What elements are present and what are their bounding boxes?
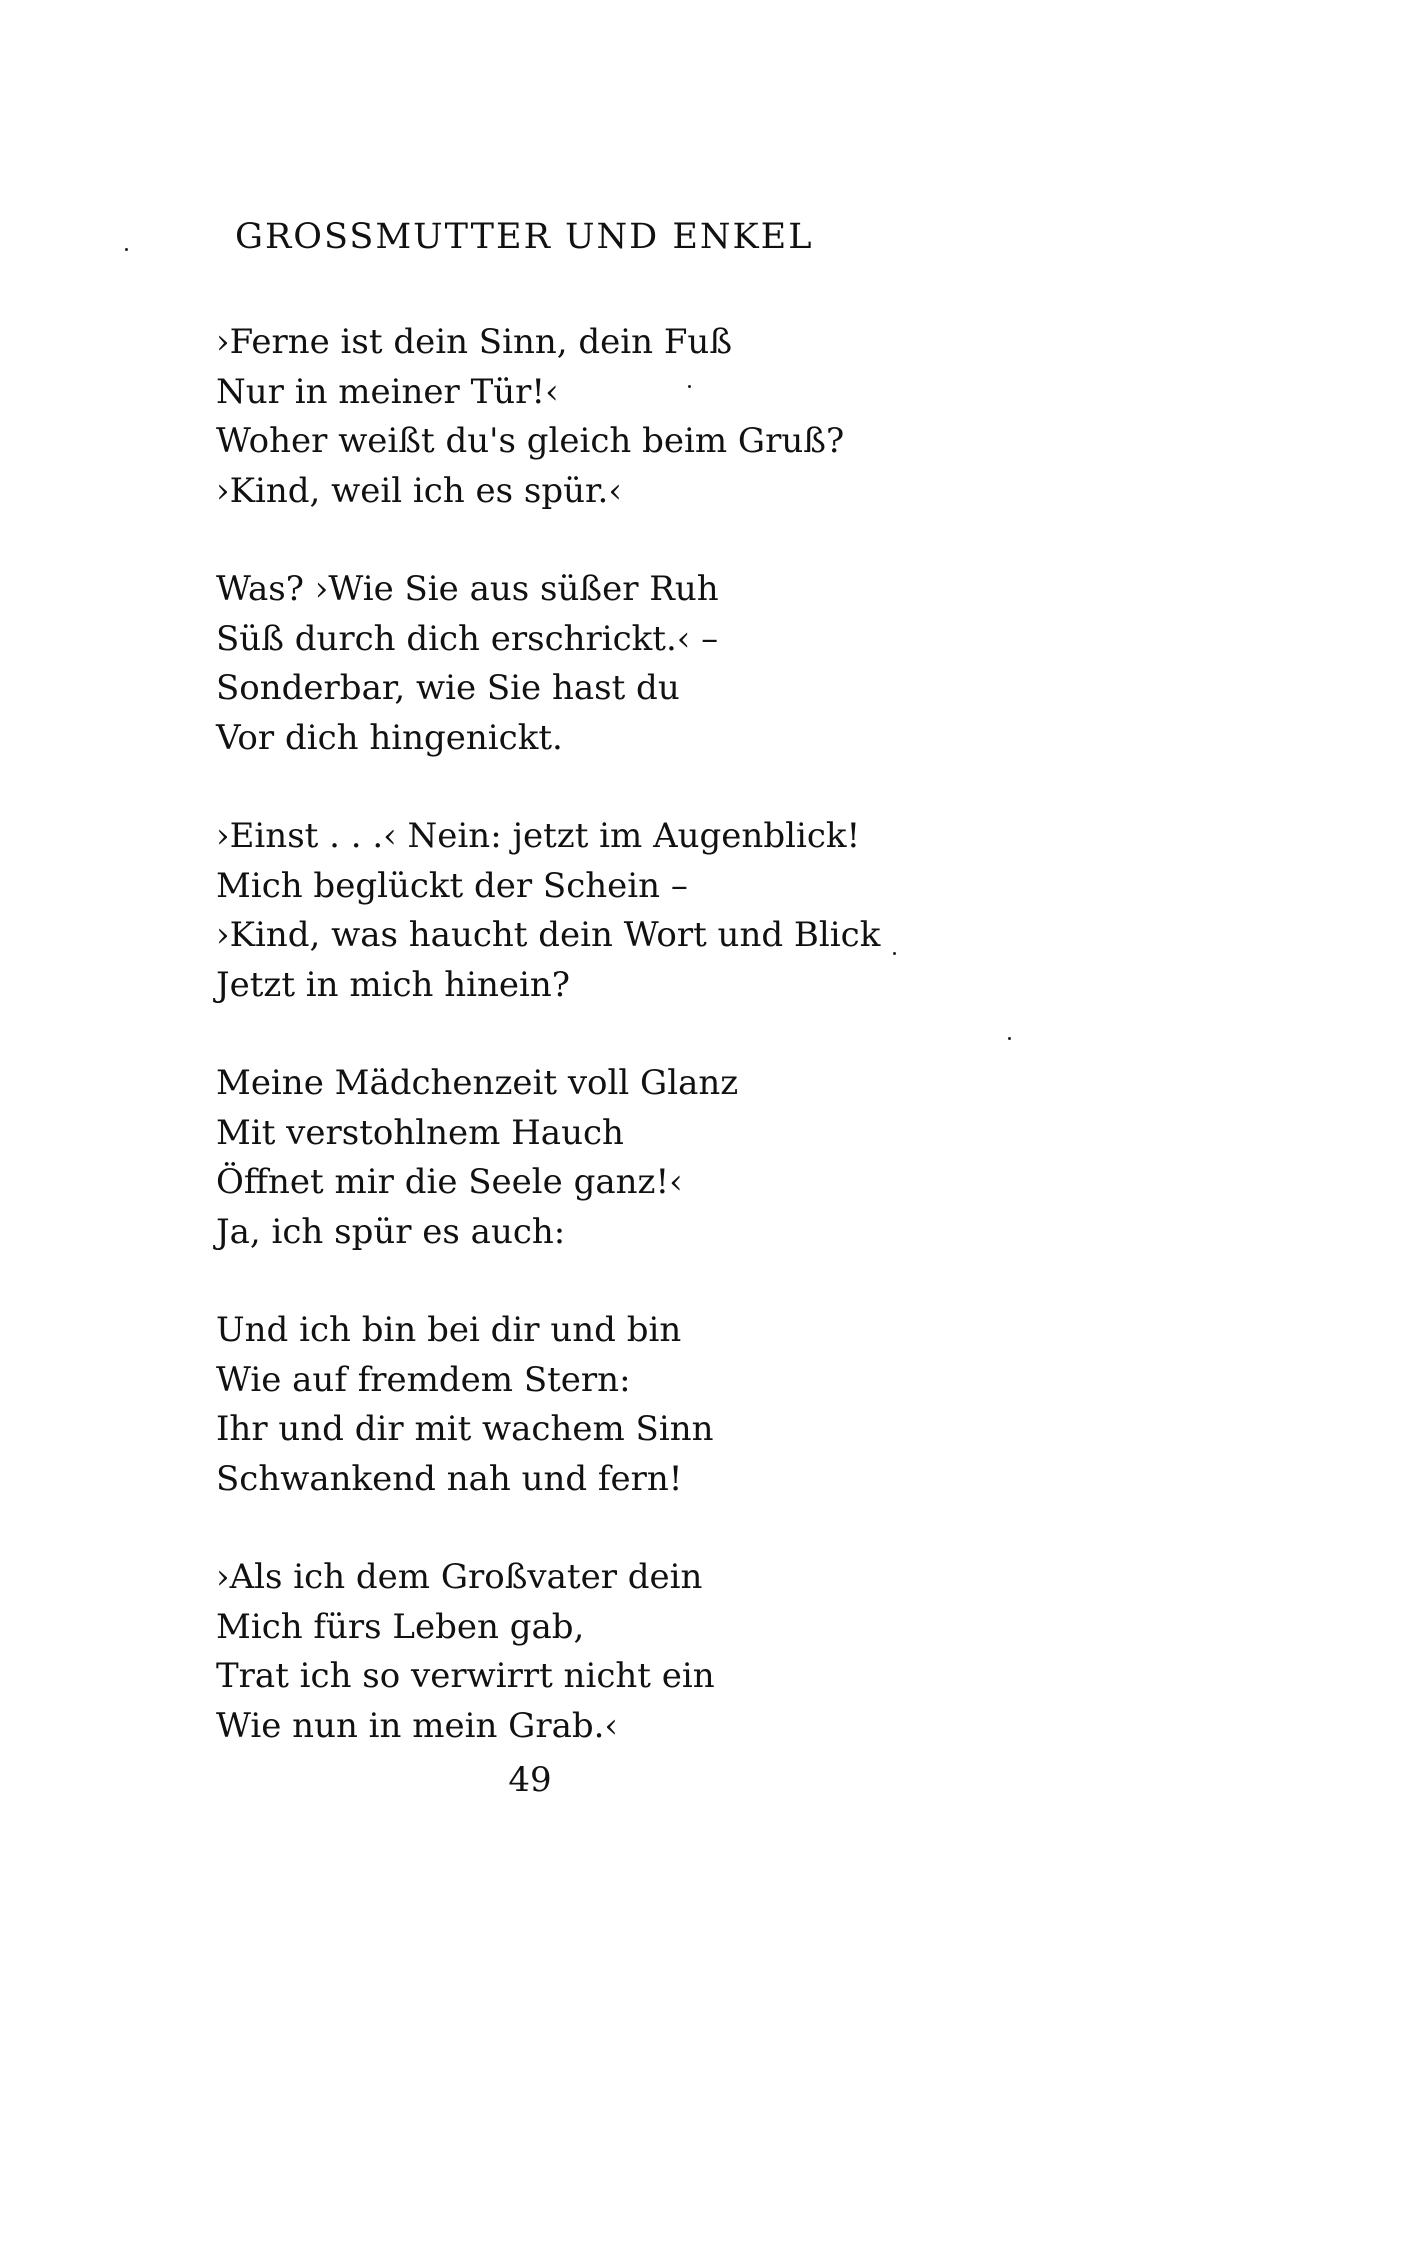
poem-line: Jetzt in mich hinein? <box>216 964 571 1005</box>
page-number: 49 <box>508 1760 552 1800</box>
stanza <box>216 1306 1216 1504</box>
poem-line: Ja, ich spür es auch: <box>216 1211 566 1252</box>
poem-line: Vor dich hingenickt. <box>216 717 563 758</box>
stanza <box>216 565 1216 763</box>
poem-line: ›Ferne ist dein Sinn, dein Fuß <box>216 322 733 362</box>
poem-line: Woher weißt du's gleich beim Gruß? <box>216 421 845 461</box>
poem-line: Mich fürs Leben gab, <box>216 1606 585 1647</box>
stanza <box>216 1553 1216 1751</box>
print-speck <box>125 248 128 251</box>
poem-line: Wie auf fremdem Stern: <box>216 1359 631 1400</box>
poem-title: GROSSMUTTER UND ENKEL <box>235 217 814 257</box>
poem-line: Wie nun in mein Grab.‹ <box>216 1705 619 1746</box>
poem-line: Nur in meiner Tür!‹ <box>216 371 559 412</box>
poem-line: Öffnet mir die Seele ganz!‹ <box>216 1162 683 1202</box>
poem-line: ›Kind, was haucht dein Wort und Blick <box>216 915 881 955</box>
poem-line: Was? ›Wie Sie aus süßer Ruh <box>216 569 719 609</box>
poem-line: Mich beglückt der Schein – <box>216 865 688 906</box>
poem-line: Süß durch dich erschrickt.‹ – <box>216 618 719 659</box>
poem-body <box>216 318 1216 1800</box>
poem-line: ›Als ich dem Großvater dein <box>216 1557 703 1597</box>
stanza <box>216 318 1216 516</box>
poem-line: Meine Mädchenzeit voll Glanz <box>216 1063 739 1103</box>
stanza <box>216 1059 1216 1257</box>
stanza <box>216 812 1216 1010</box>
poem-line: ›Kind, weil ich es spür.‹ <box>216 470 622 511</box>
poem-line: Trat ich so verwirrt nicht ein <box>216 1656 715 1696</box>
poem-line: Ihr und dir mit wachem Sinn <box>216 1409 714 1449</box>
poem-line: Mit verstohlnem Hauch <box>216 1112 624 1153</box>
poem-line: ›Einst . . .‹ Nein: jetzt im Augenblick! <box>216 816 861 856</box>
poem-line: Schwankend nah und fern! <box>216 1458 683 1499</box>
poem-line: Und ich bin bei dir und bin <box>216 1310 682 1350</box>
poem-line: Sonderbar, wie Sie hast du <box>216 668 680 708</box>
